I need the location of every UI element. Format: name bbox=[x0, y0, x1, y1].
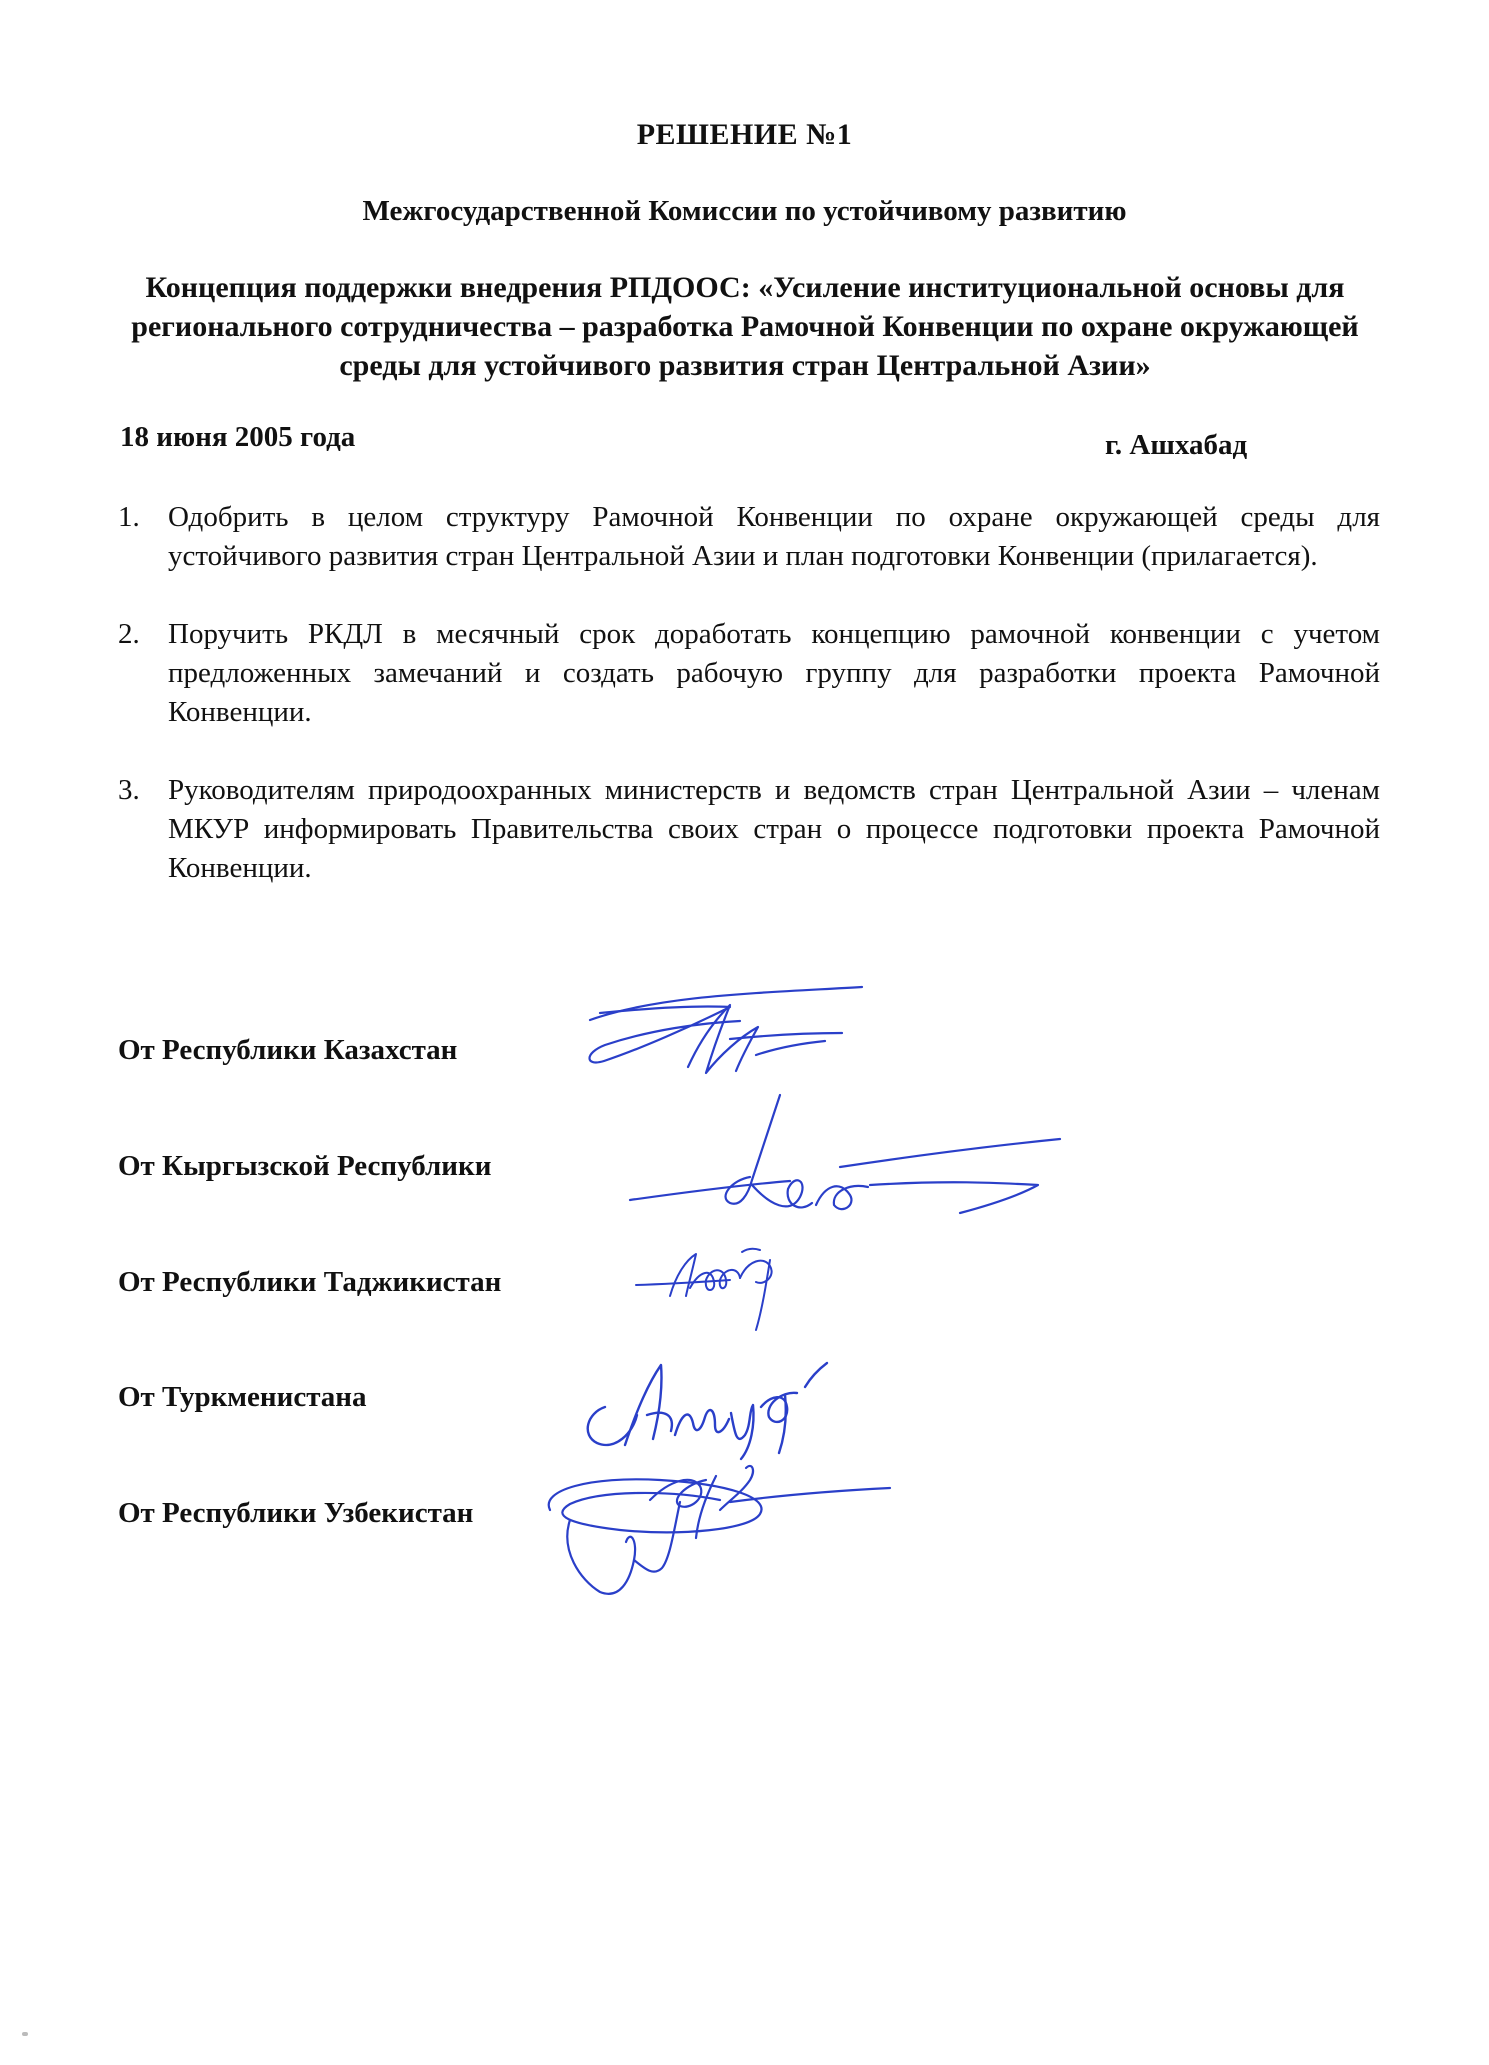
signature-kyrgyzstan bbox=[620, 1085, 1080, 1235]
item-text: Одобрить в целом структуру Рамочной Конвенции по охране окружающей среды для устойчивого развития стран Центральной Азии и план подготовки Конвенции (прилагается). bbox=[168, 501, 1380, 572]
decision-items bbox=[118, 498, 1380, 927]
decision-item bbox=[118, 615, 1380, 732]
signatory-turkmenistan: От Туркменистана bbox=[118, 1381, 367, 1413]
document-date: 18 июня 2005 года bbox=[120, 421, 356, 453]
document-title: РЕШЕНИЕ №1 bbox=[636, 118, 853, 151]
signatory-tajikistan: От Республики Таджикистан bbox=[118, 1266, 502, 1298]
item-text: Поручить РКДЛ в месячный срок доработать концепцию рамочной конвенции с учетом предложенных замечаний и создать рабочую группу для разработки проекта Рамочной Конвенции. bbox=[168, 618, 1380, 728]
document-place: г. Ашхабад bbox=[1105, 429, 1248, 461]
item-number: 2. bbox=[118, 618, 140, 650]
signature-tajikistan bbox=[630, 1230, 810, 1340]
scan-speck bbox=[22, 2032, 28, 2036]
signatory-kazakhstan: От Республики Казахстан bbox=[118, 1034, 458, 1066]
signature-kazakhstan bbox=[580, 975, 880, 1095]
signature-uzbekistan bbox=[530, 1440, 900, 1615]
document-heading: Концепция поддержки внедрения РПДООС: «Усиление институциональной основы для регионального сотрудничества – разработка Рамочной Конвенции по охране окружающей среды для устойчивого развития стран Центральной Азии» bbox=[131, 271, 1359, 382]
item-text: Руководителям природоохранных министерств и ведомств стран Центральной Азии – членам МКУР информировать Правительства своих стран о процессе подготовки проекта Рамочной Конвенции. bbox=[168, 774, 1380, 884]
item-number: 3. bbox=[118, 774, 140, 806]
decision-item bbox=[118, 498, 1380, 576]
item-number: 1. bbox=[118, 501, 140, 533]
signatory-uzbekistan: От Республики Узбекистан bbox=[118, 1497, 474, 1529]
document-subtitle: Межгосударственной Комиссии по устойчивому развитию bbox=[362, 195, 1127, 227]
signatory-kyrgyzstan: От Кыргызской Республики bbox=[118, 1150, 492, 1182]
decision-item bbox=[118, 771, 1380, 888]
